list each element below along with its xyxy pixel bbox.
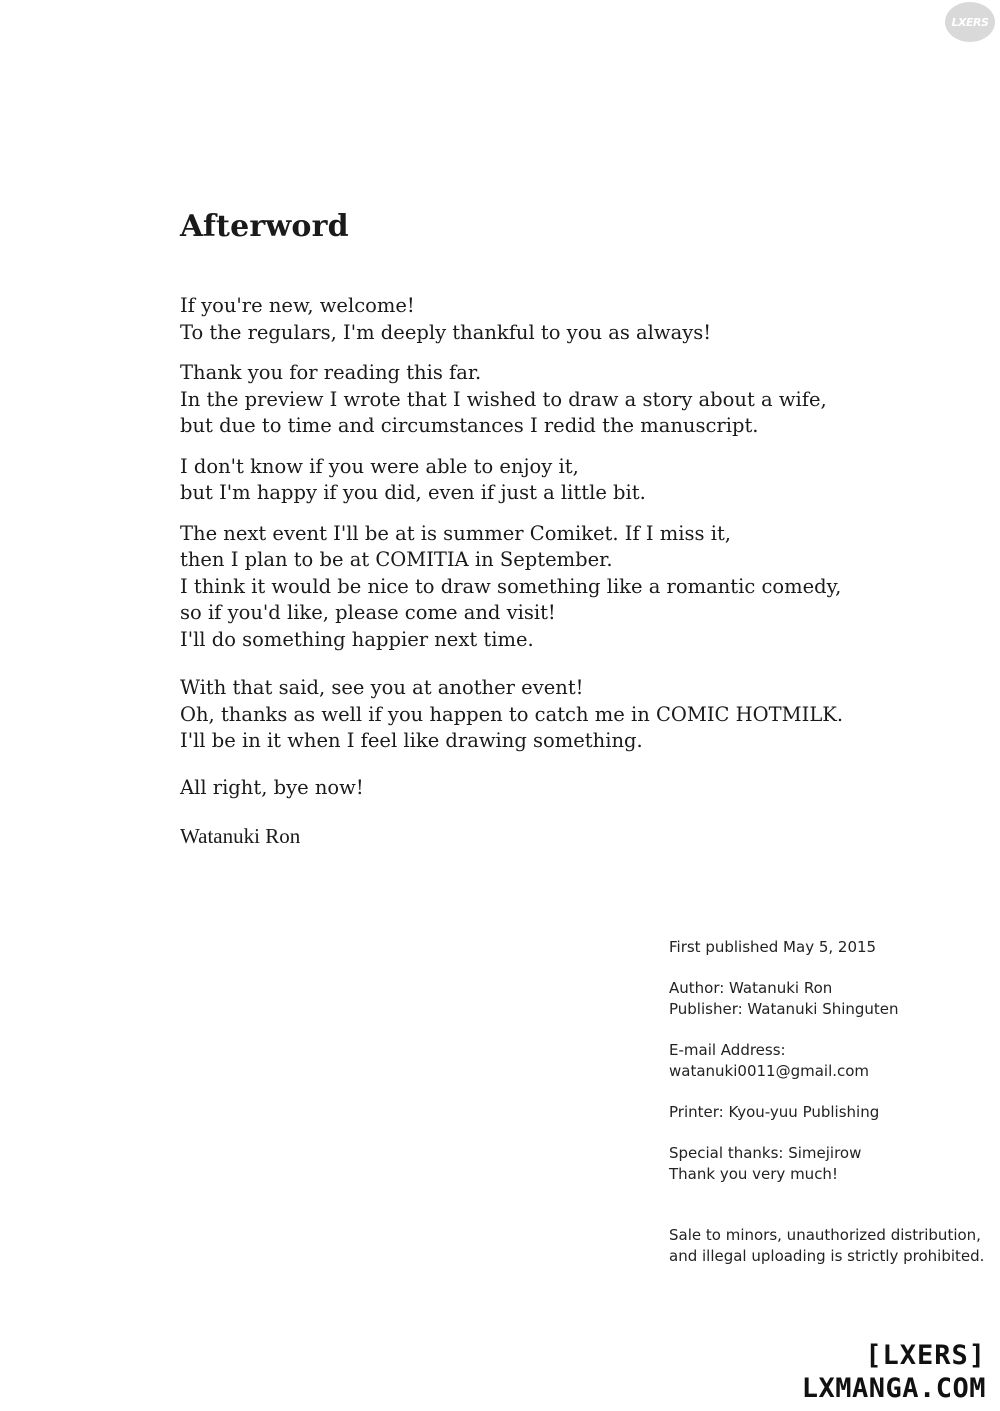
printer-credit: Printer: Kyou-yuu Publishing <box>669 1103 880 1121</box>
notice-line: and illegal uploading is strictly prohibited. <box>669 1247 985 1265</box>
paragraph-next-event <box>180 521 880 654</box>
paragraph-welcome <box>180 293 880 346</box>
colophon-credits <box>669 978 989 1020</box>
colophon-publish-date <box>669 937 989 958</box>
text-line: I think it would be nice to draw something like a romantic comedy, <box>180 574 842 598</box>
colophon-printer <box>669 1102 989 1123</box>
watermark-brand: [LXERS] <box>865 1340 986 1371</box>
logo-badge-text: LXERS <box>951 15 989 29</box>
text-line: With that said, see you at another event! <box>180 676 584 699</box>
text-line: so if you'd like, please come and visit! <box>180 601 556 624</box>
paragraph-see-you <box>180 675 880 755</box>
author-signature: Watanuki Ron <box>180 824 301 848</box>
author-credit: Author: Watanuki Ron <box>669 979 833 997</box>
special-thanks: Special thanks: Simejirow <box>669 1144 862 1162</box>
email-label: E-mail Address: <box>669 1041 786 1059</box>
site-watermark <box>802 1339 986 1405</box>
text-line: I'll do something happier next time. <box>180 627 534 651</box>
publisher-credit: Publisher: Watanuki Shinguten <box>669 1000 899 1018</box>
text-line: I'll be in it when I feel like drawing something. <box>180 729 643 752</box>
colophon-thanks <box>669 1143 989 1185</box>
paragraph-thanks <box>180 360 880 440</box>
email-address: watanuki0011@gmail.com <box>669 1062 870 1080</box>
colophon-email <box>669 1040 989 1082</box>
thanks-note: Thank you very much! <box>669 1165 838 1183</box>
watermark-url: LXMANGA.COM <box>801 1373 986 1404</box>
text-line: All right, bye now! <box>180 775 364 799</box>
text-line: If you're new, welcome! <box>180 294 415 317</box>
text-line: I don't know if you were able to enjoy it, <box>180 454 579 478</box>
text-line: then I plan to be at COMITIA in September. <box>180 548 613 571</box>
text-line: but due to time and circumstances I redid the manuscript. <box>180 414 759 437</box>
text-line: The next event I'll be at is summer Comiket. If I miss it, <box>180 521 731 545</box>
text-line: To the regulars, I'm deeply thankful to you as always! <box>180 320 712 344</box>
notice-line: Sale to minors, unauthorized distribution, <box>669 1226 981 1244</box>
text-line: Oh, thanks as well if you happen to catch me in COMIC HOTMILK. <box>180 702 844 726</box>
afterword-section <box>180 205 880 849</box>
text-line: In the preview I wrote that I wished to draw a story about a wife, <box>180 387 827 411</box>
text-line: Thank you for reading this far. <box>180 361 482 384</box>
site-logo-badge <box>945 2 995 42</box>
text-line: but I'm happy if you did, even if just a little bit. <box>180 481 646 504</box>
afterword-title: Afterword <box>180 209 349 244</box>
colophon <box>669 937 989 1287</box>
colophon-notice <box>669 1225 989 1267</box>
publish-date: First published May 5, 2015 <box>669 938 877 956</box>
paragraph-enjoy <box>180 454 880 507</box>
paragraph-bye <box>180 775 880 802</box>
